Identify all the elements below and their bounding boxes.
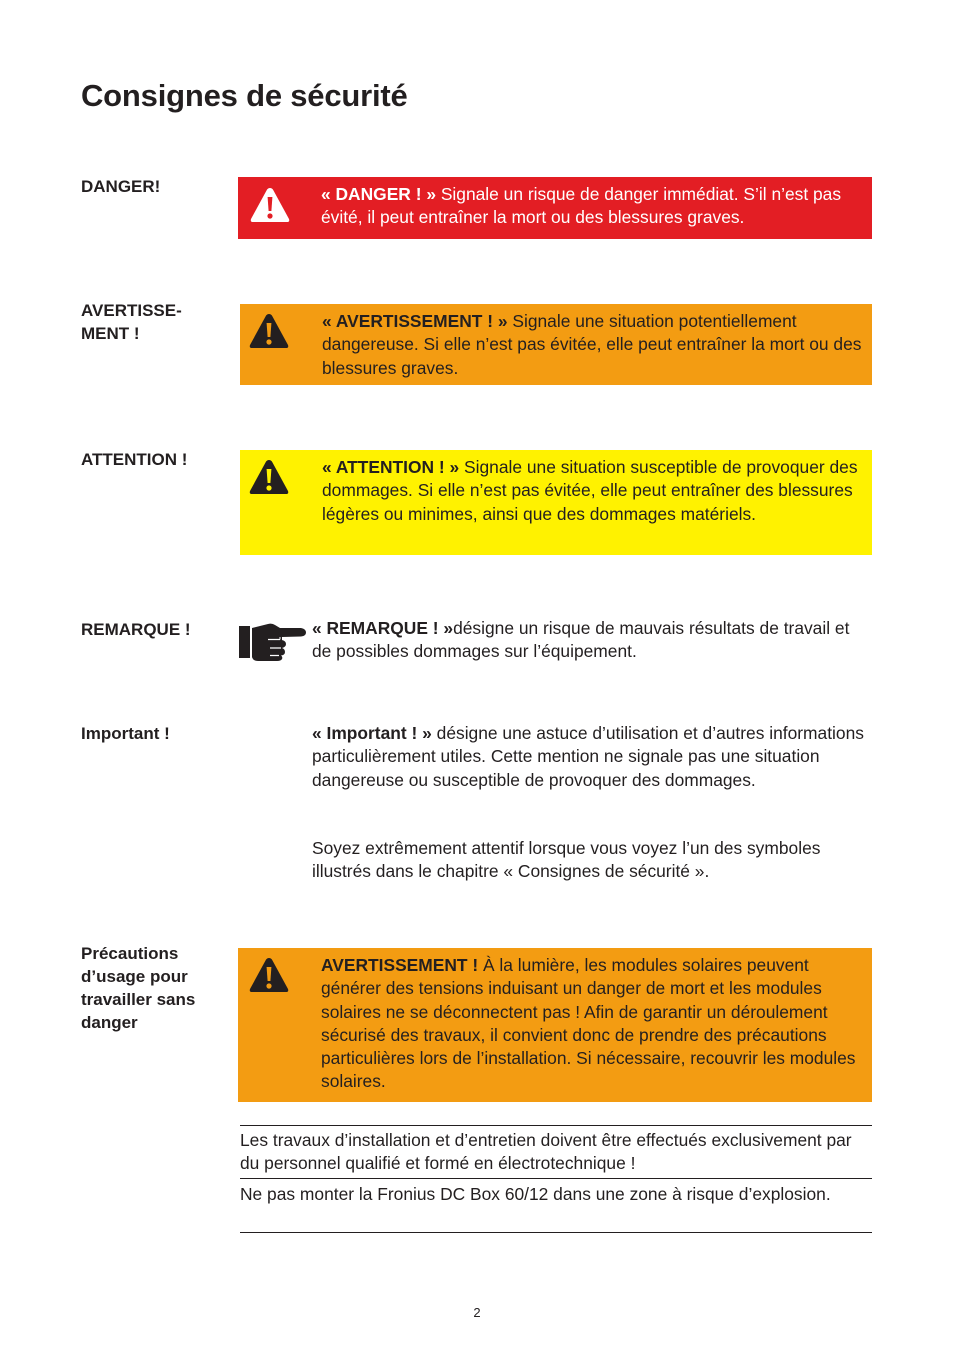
- note-lead: « REMARQUE ! »: [312, 618, 454, 638]
- note-body: désigne un risque de mauvais résultats de travail et de possibles dommages sur l’équipement.: [312, 618, 850, 662]
- warning-text: [322, 310, 868, 380]
- caution-side-label: ATTENTION !: [81, 450, 188, 469]
- warning-body: Signale une situation potentiellement dangereuse. Si elle n’est pas évitée, elle peut entraîner la mort ou des blessures graves.: [322, 311, 862, 378]
- precautions-box: [238, 948, 872, 1102]
- warning-triangle-icon: [248, 458, 290, 496]
- page-number: 2: [473, 1305, 481, 1320]
- precautions-side-label: Précautions d’usage pour travailler sans danger: [81, 944, 196, 1032]
- caution-text: [322, 456, 868, 526]
- caution-lead: « ATTENTION ! »: [322, 457, 460, 477]
- page-title: Consignes de sécurité: [81, 78, 408, 113]
- pointing-hand-icon: [238, 620, 308, 662]
- warning-side-label-line1: AVERTISSE-: [81, 301, 182, 320]
- important-body: désigne une astuce d’utilisation et d’autres informations particulièrement utiles. Cette mention ne signale pas une situation dangereuse ou susceptible de provoquer des dommages.: [312, 723, 864, 790]
- precautions-item-2: Ne pas monter la Fronius DC Box 60/12 dans une zone à risque d’explosion.: [240, 1184, 831, 1204]
- danger-text: [321, 183, 866, 230]
- important-text: [312, 722, 872, 792]
- danger-side-label: DANGER!: [81, 177, 161, 196]
- warning-triangle-icon: [248, 312, 290, 350]
- divider: [240, 1232, 872, 1233]
- danger-box: [238, 177, 872, 239]
- warning-side-label-line2: MENT !: [81, 324, 140, 343]
- danger-body: Signale un risque de danger immédiat. S’il n’est pas évité, il peut entraîner la mort ou des blessures graves.: [321, 184, 842, 228]
- note-side-label: REMARQUE !: [81, 620, 191, 639]
- divider: [240, 1125, 872, 1126]
- divider: [240, 1178, 872, 1179]
- warning-triangle-icon: [248, 956, 290, 994]
- caution-body: Signale une situation susceptible de provoquer des dommages. Si elle n’est pas évitée, elle peut entraîner des blessures légères ou minimes, ainsi que des dommages matériels.: [322, 457, 858, 524]
- note-text: [312, 617, 872, 664]
- warning-side-label: [81, 299, 226, 345]
- precautions-body: À la lumière, les modules solaires peuvent générer des tensions induisant un danger de mort et les modules solaires ne se déconnectent pas ! Afin de garantir un déroulement sécurisé des travaux, il convient donc de prendre des précautions particulières lors de l’installation. Si nécessaire, recouvrir les modules solaires.: [321, 955, 856, 1092]
- warning-triangle-icon: [249, 186, 291, 224]
- important-paragraph-2: Soyez extrêmement attentif lorsque vous voyez l’un des symboles illustrés dans le chapitre « Consignes de sécurité ».: [312, 838, 821, 882]
- important-lead: « Important ! »: [312, 723, 432, 743]
- precautions-lead: AVERTISSEMENT !: [321, 955, 479, 975]
- caution-box: [240, 450, 872, 555]
- precautions-text: [321, 954, 866, 1094]
- important-side-label: Important !: [81, 724, 170, 743]
- danger-lead: « DANGER ! »: [321, 184, 436, 204]
- precautions-item-1: Les travaux d’installation et d’entretien doivent être effectués exclusivement par du personnel qualifié et formé en électrotechnique !: [240, 1130, 852, 1174]
- warning-box: [240, 304, 872, 385]
- warning-lead: « AVERTISSEMENT ! »: [322, 311, 508, 331]
